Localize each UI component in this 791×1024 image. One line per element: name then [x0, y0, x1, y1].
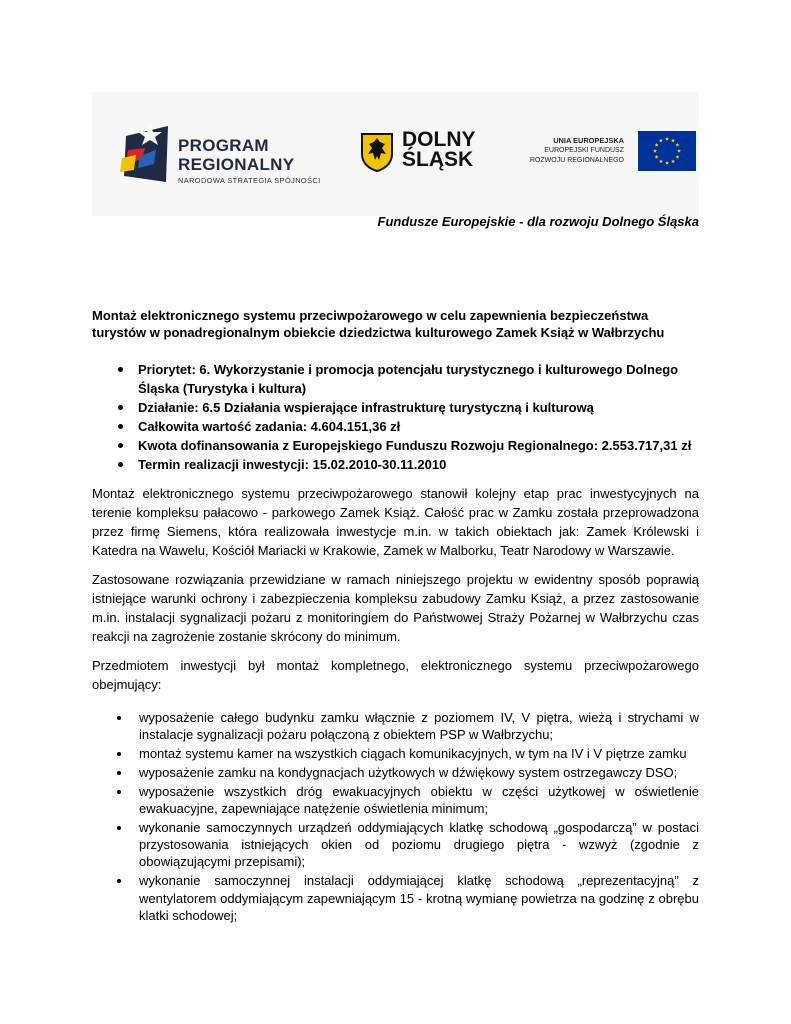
scope-item: wyposażenie zamku na kondygnacjach użytkowych w dźwiękowy system ostrzegawczy DSO;	[92, 764, 699, 781]
program-regionalny-emblem-icon	[120, 120, 172, 186]
paragraph-solutions: Zastosowane rozwiązania przewidziane w ramach niniejszego projektu w ewidentny sposób poprawią istniejące warunki ochrony i zabezpieczenia kompleksu zabudowy Zamku Książ, a przez zastosowanie m.in. instalacji sygnalizacji pożaru z monitoringiem do Państwowej Straży Pożarnej w Wałbrzychu czas reakcji na zagrożenie zostanie skrócony do minimum.	[92, 572, 699, 644]
scope-item: wyposażenie wszystkich dróg ewakuacyjnych obiektu w części użytkowej w oświetlenie ewakuacyjne, zapewniające natężenie oświetlenia minimum;	[92, 783, 699, 818]
key-fact-priority: Priorytet: 6. Wykorzystanie i promocja potencjału turystycznego i kulturowego Dolnego Śląska (Turystyka i kultura)	[92, 360, 699, 398]
regionalny-label: REGIONALNY	[178, 155, 295, 174]
scope-list	[92, 709, 699, 926]
key-fact-funding: Kwota dofinansowania z Europejskiego Funduszu Rozwoju Regionalnego: 2.553.717,31 zł	[92, 436, 699, 455]
key-fact-total-value: Całkowita wartość zadania: 4.604.151,36 zł	[92, 417, 699, 436]
paragraph-intro: Montaż elektronicznego systemu przeciwpożarowego stanowił kolejny etap prac inwestycyjnych na terenie kompleksu pałacowo - parkowego Zamek Książ. Całość prac w Zamku została przeprowadzona przez firmę Siemens, która realizowała inwestycje m.in. w takich obiektach jak: Zamek Królewski i Katedra na Wawelu, Kościół Mariacki w Krakowie, Zamek w Malborku, Teatr Narodowy w Warszawie.	[92, 486, 699, 558]
eu-flag-icon	[638, 131, 696, 171]
scope-item: wyposażenie całego budynku zamku włącznie z poziomem IV, V piętra, wieżą i strychami w instalacje sygnalizacji pożaru połączoną z obiektem PSP w Wałbrzychu;	[92, 709, 699, 744]
scope-item: montaż systemu kamer na wszystkich ciągach komunikacyjnych, w tym na IV i V piętrze zamku	[92, 745, 699, 762]
scope-item: wykonanie samoczynnych urządzeń oddymiających klatkę schodową „gospodarczą” w postaci przystosowania istniejących okien od poziomu drugiego piętra - wzwyż (zgodnie z obowiązującymi przepisami);	[92, 819, 699, 871]
key-facts-list	[92, 360, 699, 474]
eu-fund-label: EUROPEJSKI FUNDUSZ	[544, 147, 624, 154]
eu-union-label: UNIA EUROPEJSKA	[553, 136, 624, 145]
dolny-slask-logo	[360, 130, 490, 180]
logo-band	[92, 92, 699, 216]
document-title: Montaż elektronicznego systemu przeciwpożarowego w celu zapewnienia bezpieczeństwa turystów w ponadregionalnym obiekcie dziedzictwa kulturowego Zamek Książ w Wałbrzychu	[92, 308, 665, 340]
paragraph-scope: Przedmiotem inwestycji był montaż kompletnego, elektronicznego systemu przeciwpożarowego obejmujący:	[92, 658, 699, 692]
program-label: PROGRAM	[178, 136, 269, 155]
scope-item: wykonanie samoczynnej instalacji oddymiającej klatkę schodową „reprezentacyjną” z wentylatorem oddymiającym zapewniającym 15 - krotną wymianę powietrza na godzinę z obrębu klatki schodowej;	[92, 872, 699, 924]
eu-regional-label: ROZWOJU REGIONALNEGO	[529, 156, 624, 164]
key-fact-deadline: Termin realizacji inwestycji: 15.02.2010-30.11.2010	[92, 455, 699, 474]
eu-logo	[526, 130, 696, 174]
coat-of-arms-icon	[360, 132, 394, 172]
key-fact-action: Działanie: 6.5 Działania wspierające infrastrukturę turystyczną i kulturową	[92, 398, 699, 417]
strategy-label: NARODOWA STRATEGIA SPÓJNOŚCI	[178, 176, 321, 185]
tagline: Fundusze Europejskie - dla rozwoju Dolnego Śląska	[377, 214, 699, 229]
slask-label: ŚLĄSK	[402, 148, 474, 171]
program-regionalny-logo	[120, 120, 320, 192]
dolny-label: DOLNY	[402, 128, 476, 151]
